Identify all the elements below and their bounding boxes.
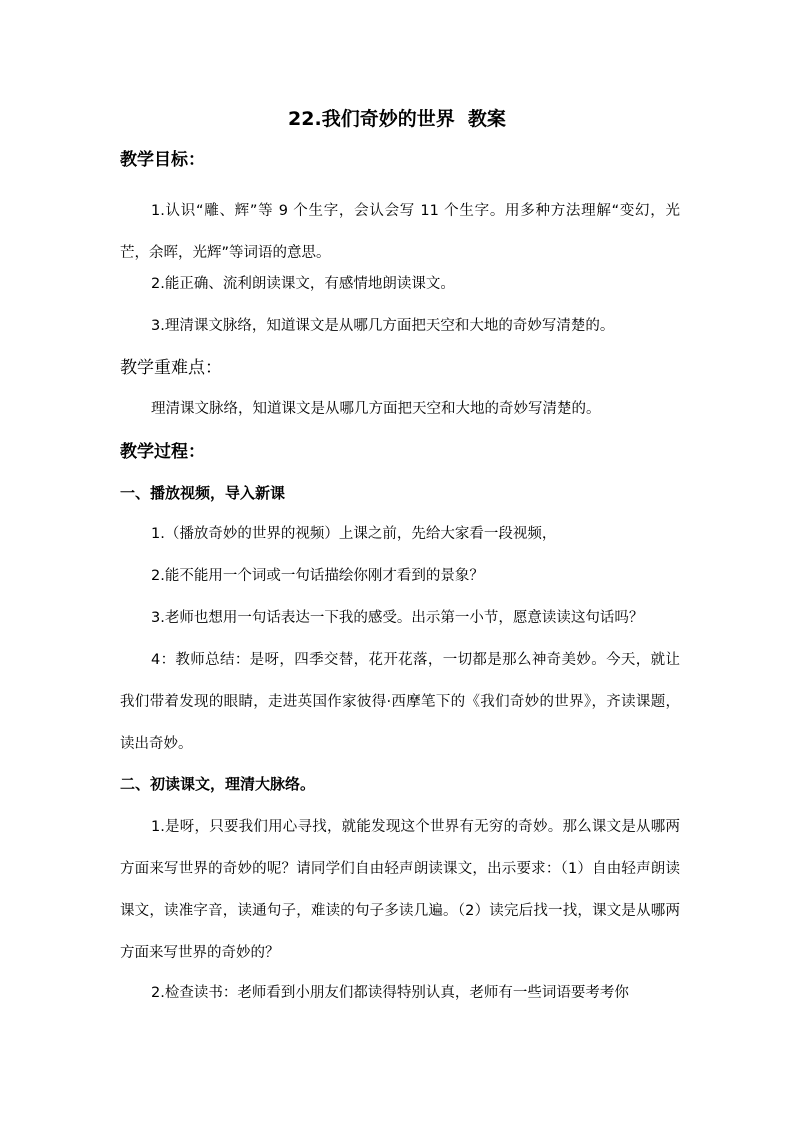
objective-item-3: 3.理清课文脉络，知道课文是从哪几方面把天空和大地的奇妙写清楚的。 bbox=[151, 318, 615, 334]
part1-item-3: 3.老师也想用一句话表达一下我的感受。出示第一小节，愿意读读这句话吗？ bbox=[151, 610, 644, 626]
document-title: 22.我们奇妙的世界 教案 bbox=[288, 108, 506, 130]
part1-item-2: 2.能不能用一个词或一句话描绘你刚才看到的景象？ bbox=[151, 568, 484, 584]
key-points-heading: 教学重难点： bbox=[120, 358, 222, 378]
objective-item-1: 1.认识“雕、辉”等 9 个生字，会认会写 11 个生字。用多种方法理解“变幻，光芒，余晖，光辉”等词语的意思。 bbox=[120, 203, 680, 261]
part2-item-2: 2.检查读书：老师看到小朋友们都读得特别认真，老师有一些词语要考考你 bbox=[151, 985, 629, 1001]
part2-heading: 二、初读课文，理清大脉络。 bbox=[120, 775, 316, 793]
part1-heading: 一、播放视频，导入新课 bbox=[120, 484, 286, 502]
part1-item-1: 1.（播放奇妙的世界的视频）上课之前，先给大家看一段视频， bbox=[151, 526, 557, 542]
part2-item-1: 1.是呀，只要我们用心寻找，就能发现这个世界有无穷的奇妙。那么课文是从哪两方面来写世界的奇妙的呢？请同学们自由轻声朗读课文，出示要求：（1）自由轻声朗读课文，读准字音，读通句子，难读的句子多读几遍。（2）读完后找一找，课文是从哪两方面来写世界的奇妙的？ bbox=[120, 819, 680, 961]
process-heading: 教学过程： bbox=[120, 442, 205, 462]
objective-item-2: 2.能正确、流利朗读课文，有感情地朗读课文。 bbox=[151, 276, 455, 292]
objectives-heading: 教学目标： bbox=[120, 150, 205, 170]
part1-item-4: 4：教师总结：是呀，四季交替，花开花落，一切都是那么神奇美妙。今天，就让我们带着发现的眼睛，走进英国作家彼得·西摩笔下的《我们奇妙的世界》，齐读课题，读出奇妙。 bbox=[120, 652, 680, 752]
key-points-text: 理清课文脉络，知道课文是从哪几方面把天空和大地的奇妙写清楚的。 bbox=[151, 401, 601, 417]
